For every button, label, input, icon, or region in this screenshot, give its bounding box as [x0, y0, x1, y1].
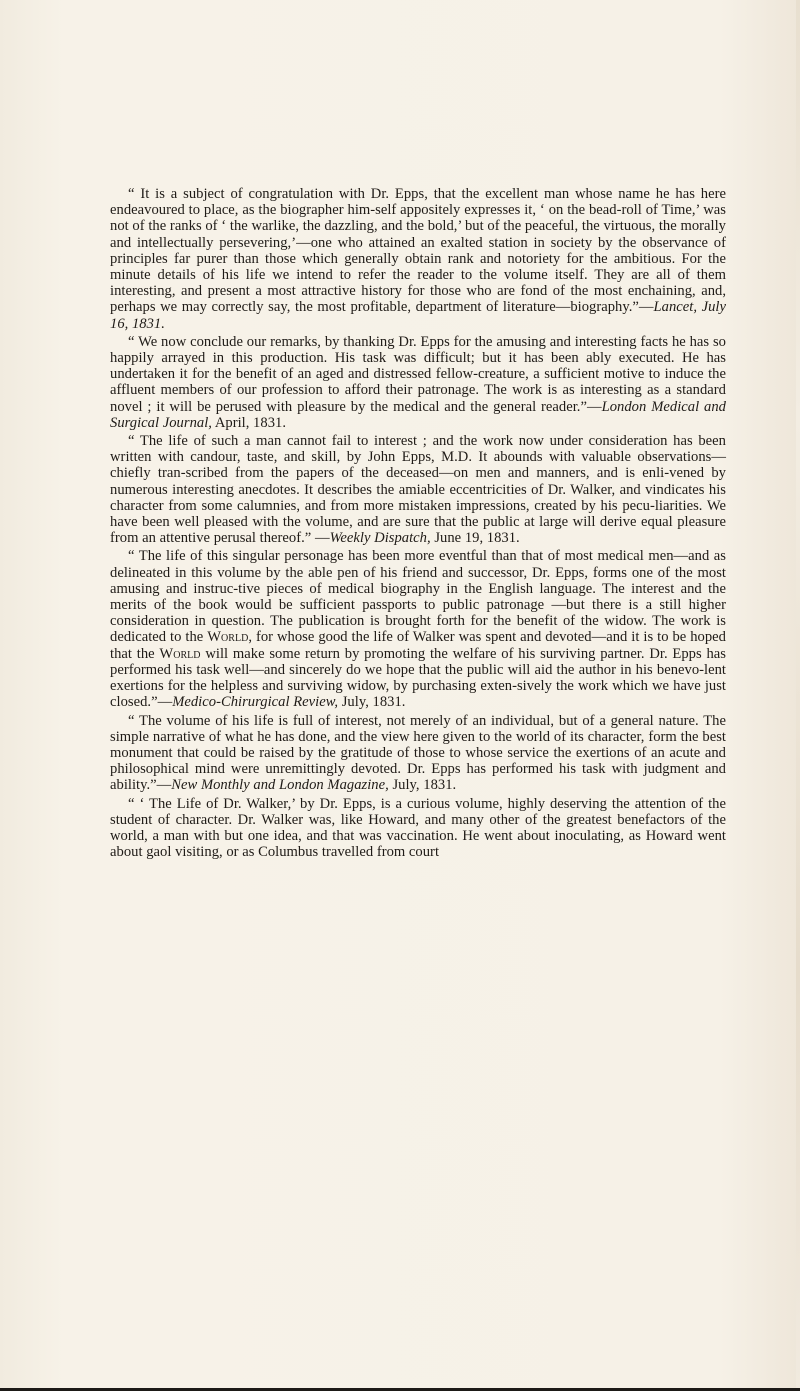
quote-text: “ It is a subject of congratulation with Dr. Epps, that the excellent man whose name he has here endeavoured to place, as the biographer him-self appositely expresses it, ‘ on the bead-roll of Time,’ was not of the ranks of ‘ the warlike, the dazzling, and the bold,’ but of the peaceful, the virtuous, the morally and intellectually persevering,’—one who attained an exalted station in society by the observance of principles far purer than those which generally obtain rank and notoriety for the ambitious. For the minute details of his life we intend to refer the reader to the volume itself. They are all of them interesting, and present a most attractive history for those who are fond of the most enchaining, and, perhaps we may correctly say, the most profitable, department of literature—biography.”— [110, 186, 726, 316]
review-paragraph-new-monthly [110, 713, 726, 794]
review-paragraph-lancet [110, 186, 726, 332]
source-citation: Weekly Dispatch, [329, 530, 431, 547]
source-citation: Lancet, July 16, 1831. [110, 299, 726, 332]
source-date: July, 1831. [338, 694, 406, 711]
review-paragraph-medico-chirurgical [110, 548, 726, 710]
quote-text: “ The life of this singular personage has been more eventful than that of most medical men—and as delineated in this volume by the able pen of his friend and successor, Dr. Epps, forms one of the most amusing and instruc-tive pieces of medical biography in the English language. The interest and the merits of the book would be sufficient passports to public patronage —but there is a still higher consideration in question. The publication is brought forth for the benefit of the widow. The work is dedicated to the [110, 548, 726, 646]
review-paragraph-london-medical [110, 334, 726, 431]
quote-text: “ We now conclude our remarks, by thanking Dr. Epps for the amusing and interesting facts he has so happily arrayed in this production. His task was difficult; but it has been ably executed. He has undertaken it for the benefit of an aged and distressed fellow-creature, a sufficient motive to induce the affluent members of our profession to afford their patronage. The work is as interesting as a standard novel ; it will be perused with pleasure by the medical and the general reader.”— [110, 333, 726, 415]
source-citation: Medico-Chirurgical Review, [172, 694, 339, 711]
quote-text: “ The volume of his life is full of interest, not merely of an individual, but of a general nature. The simple narrative of what he has done, and the view here given to the world of its character, form the best monument that could be raised by the gratitude of those to whose service the exertions of an acute and philosophical mind were unremittingly devoted. Dr. Epps has performed his task with judgment and ability.”— [110, 712, 726, 794]
review-paragraph-weekly-dispatch [110, 433, 726, 546]
review-excerpts [110, 186, 726, 862]
source-citation: London Medical and Surgical Journal, [110, 398, 726, 431]
world-word: World [207, 629, 249, 646]
page-edge-shadow [796, 0, 800, 1391]
quote-text: , for whose good the life of Walker was spent and devoted—and it is to be hoped that the [110, 629, 726, 662]
quote-text: will make some return by promoting the welfare of his surviving partner. Dr. Epps has performed his task well—and sincerely do we hope that the public will aid the author in his benevo-lent exertions for the helpless and surviving widow, by purchasing exten-sively the work which we have just closed.”— [110, 645, 726, 711]
quote-text: “ ‘ The Life of Dr. Walker,’ by Dr. Epps, is a curious volume, highly deserving the attention of the student of character. Dr. Walker was, like Howard, and many other of the greatest benefactors of the world, a man with but one idea, and that was vaccination. He went about inoculating, as Howard went about gaol visiting, or as Columbus travelled from court [110, 795, 726, 861]
world-word: World [159, 645, 201, 662]
source-date: April, 1831. [211, 414, 286, 431]
source-date: July, 1831. [388, 777, 457, 794]
quote-text: “ The life of such a man cannot fail to interest ; and the work now under consideration has been written with candour, taste, and skill, by John Epps, M.D. It abounds with valuable observations—chiefly tran-scribed from the papers of the deceased—on men and manners, and is enli-vened by numerous interesting anecdotes. It describes the amiable eccentricities of Dr. Walker, and vindicates his character from some calumnies, and from more mistaken impressions, created by his pecu-liarities. We have been well pleased with the volume, and are sure that the public at large will derive equal pleasure from an attentive perusal thereof.” — [110, 433, 726, 547]
review-paragraph-final [110, 796, 726, 861]
source-date: June 19, 1831. [430, 530, 520, 547]
source-citation: New Monthly and London Magazine, [171, 777, 389, 794]
